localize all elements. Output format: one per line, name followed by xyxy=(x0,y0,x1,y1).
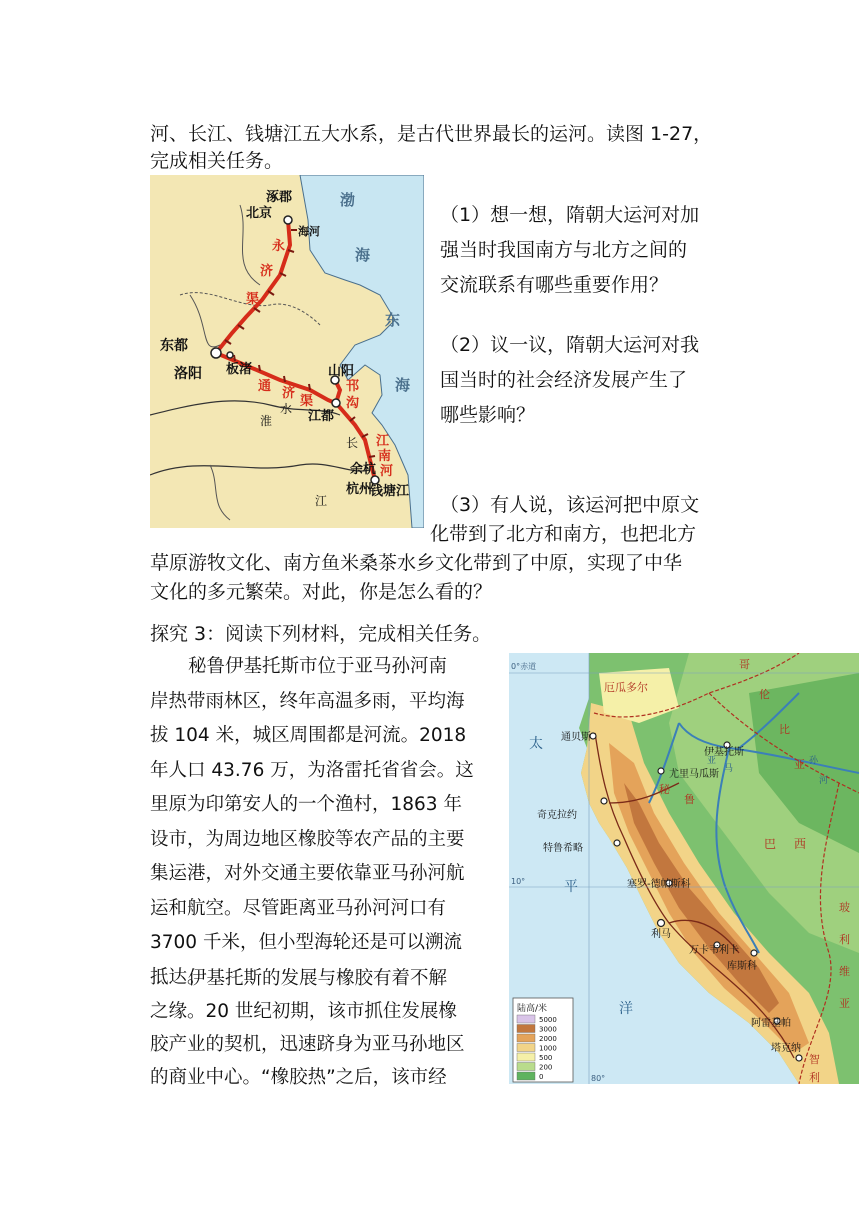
paragraph-line: 3700 千米，但小型海轮还是可以溯流 xyxy=(150,932,462,953)
label-colombia: 伦 xyxy=(759,688,770,701)
label-peru: 鲁 xyxy=(684,793,695,806)
paragraph-line: 集运港，对外交通主要依靠亚马孙河航 xyxy=(150,863,465,884)
paragraph-2 xyxy=(150,962,465,1094)
canal-char: 济 xyxy=(282,386,296,401)
label-sea2: 海 xyxy=(395,376,411,394)
legend-level: 2000 xyxy=(539,1035,557,1043)
label-chile: 智 xyxy=(809,1053,820,1066)
peru-topographic-map xyxy=(509,653,859,1084)
label-river: 亚 xyxy=(707,756,717,766)
label-yuhang: 余杭 xyxy=(350,462,377,477)
label-ocean: 平 xyxy=(564,879,578,895)
canal-char: 济 xyxy=(260,264,274,279)
legend-level: 200 xyxy=(539,1063,553,1072)
question-2 xyxy=(440,328,699,433)
label-lat10: 10° xyxy=(511,877,526,886)
question-2-line: 哪些影响？ xyxy=(440,404,536,426)
label-bolivia: 维 xyxy=(839,965,850,978)
label-jiangdu: 江都 xyxy=(308,409,335,424)
legend-swatch xyxy=(517,1034,535,1042)
question-3-line: 草原游牧文化、南方鱼米桑茶水乡文化带到了中原，实现了中华 xyxy=(150,552,683,574)
question-2-line: 国当时的社会经济发展产生了 xyxy=(440,369,688,391)
legend-swatch xyxy=(517,1063,535,1071)
paragraph-line: 里原为印第安人的一个渔村，1863 年 xyxy=(150,794,462,815)
intro-line-1: 河、长江、钱塘江五大水系，是古代世界最长的运河。读图 1-27， xyxy=(150,123,713,145)
label-bolivia: 亚 xyxy=(839,997,850,1010)
canal-char: 江 xyxy=(376,434,390,449)
question-3-line: （3）有人说，该运河把中原文 xyxy=(440,494,700,516)
paragraph-line: 运和航空。尽管距离亚马孙河河口有 xyxy=(150,897,447,919)
label-colombia: 比 xyxy=(779,723,790,736)
paragraph-line: 之缘。20 世纪初期，该市抓住发展橡 xyxy=(150,1001,457,1022)
explore-heading: 探究 3：阅读下列材料，完成相关任务。 xyxy=(150,623,492,645)
paragraph-line: 胶产业的契机，迅速跻身为亚马孙地区 xyxy=(150,1034,465,1055)
label-lon80: 80° xyxy=(591,1074,606,1083)
label-luoyang: 洛阳 xyxy=(174,366,202,382)
label-banzhu: 板渚 xyxy=(226,362,253,377)
legend-level: 1000 xyxy=(539,1044,557,1053)
paragraph-line: 岸热带雨林区，终年高温多雨，平均海 xyxy=(150,690,465,712)
label-beijing: 北京 xyxy=(246,206,273,221)
legend-level: 5000 xyxy=(539,1016,557,1024)
question-3-line: 化带到了北方和南方，也把北方 xyxy=(430,523,697,545)
question-2-line: （2）议一议，隋朝大运河对我 xyxy=(440,334,700,356)
legend-level: 3000 xyxy=(539,1025,557,1034)
paragraph-line: 设市，为周边地区橡胶等农产品的主要 xyxy=(150,828,465,850)
legend-title: 陆高/米 xyxy=(517,1004,548,1014)
question-1-line: 强当时我国南方与北方之间的 xyxy=(440,239,688,261)
label-river: 马 xyxy=(724,764,734,774)
paragraph-line: 伊基托斯的发展与橡胶有着不解 xyxy=(188,968,448,989)
question-1 xyxy=(440,198,699,303)
label-huai: 淮 xyxy=(260,414,273,428)
label-chiclayo: 奇克拉约 xyxy=(537,810,577,821)
canal-char: 沟 xyxy=(346,396,360,411)
label-ecuador: 厄瓜多尔 xyxy=(604,681,648,694)
question-1-line: （1）想一想，隋朝大运河对加 xyxy=(440,204,700,226)
question-1-line: 交流联系有哪些重要作用？ xyxy=(440,274,669,296)
label-dong: 东 xyxy=(385,311,401,329)
paragraph-line: 拔 104 米，城区周围都是河流。2018 xyxy=(150,725,467,746)
legend-swatch xyxy=(517,1044,535,1052)
label-zhuojun: 涿郡 xyxy=(266,190,293,205)
label-haihe: 海河 xyxy=(298,225,320,238)
label-equator: 0°赤道 xyxy=(511,662,537,671)
label-qiantangjiang: 钱塘江 xyxy=(370,484,410,499)
label-ocean: 洋 xyxy=(619,1001,633,1017)
label-bo: 渤 xyxy=(340,191,356,209)
label-tacna: 塔克纳 xyxy=(771,1043,801,1054)
label-river: 河 xyxy=(819,776,829,786)
label-yurimaguas: 尤里马瓜斯 xyxy=(669,769,719,780)
canal-char: 邗 xyxy=(346,379,360,394)
canal-char: 河 xyxy=(380,464,394,479)
legend-level: 500 xyxy=(539,1054,553,1062)
label-shui: 水 xyxy=(280,402,293,416)
label-bolivia: 玻 xyxy=(839,901,850,914)
legend-swatch xyxy=(517,1025,535,1033)
label-chang: 长 xyxy=(346,436,359,450)
label-shanyang: 山阳 xyxy=(328,364,355,379)
paragraph-line: 抵达。 xyxy=(150,966,206,988)
label-sea1: 海 xyxy=(355,246,371,264)
label-brazil: 西 xyxy=(794,837,807,851)
intro-line-2: 完成相关任务。 xyxy=(150,150,284,172)
label-tingo: 塞罗-德帕斯科 xyxy=(627,879,691,890)
grand-canal-map xyxy=(150,175,424,528)
label-tumbes: 通贝斯 xyxy=(561,732,591,743)
canal-char: 永 xyxy=(272,239,286,254)
label-bolivia: 利 xyxy=(839,933,850,946)
legend-swatch xyxy=(517,1015,535,1023)
legend-level: 0 xyxy=(539,1073,544,1081)
label-chile: 利 xyxy=(809,1071,820,1084)
label-hangzhou: 杭州 xyxy=(346,482,373,497)
label-dongdu: 东都 xyxy=(160,338,188,354)
label-peru: 秘 xyxy=(659,783,670,796)
paragraph-line: 年人口 43.76 万，为洛雷托省省会。这 xyxy=(150,759,474,781)
label-brazil: 巴 xyxy=(764,837,777,851)
label-cusco: 库斯科 xyxy=(727,961,757,972)
label-iquitos: 伊基托斯 xyxy=(704,747,744,758)
label-huancayo: 万卡韦利卡 xyxy=(689,945,739,956)
elevation-legend xyxy=(513,998,573,1082)
paragraph-line: 的商业中心。“橡胶热”之后，该市经 xyxy=(150,1067,447,1088)
label-river: 孙 xyxy=(809,756,819,766)
paragraph-1 xyxy=(150,650,474,995)
label-trujillo: 特鲁希略 xyxy=(543,843,583,854)
label-lima: 利马 xyxy=(651,929,671,940)
label-colombia: 亚 xyxy=(794,758,805,771)
canal-char: 渠 xyxy=(246,292,260,307)
canal-char: 南 xyxy=(378,449,392,464)
label-arequipa: 阿雷基帕 xyxy=(751,1018,791,1029)
label-colombia: 哥 xyxy=(739,658,750,671)
legend-swatch xyxy=(517,1072,535,1080)
label-ocean: 太 xyxy=(529,736,543,752)
legend-swatch xyxy=(517,1053,535,1061)
question-3-line: 文化的多元繁荣。对此，你是怎么看的？ xyxy=(150,581,493,603)
canal-char: 渠 xyxy=(300,394,314,409)
label-jiang: 江 xyxy=(315,494,328,508)
paragraph-line: 秘鲁伊基托斯市位于亚马孙河南 xyxy=(188,656,448,677)
canal-char: 通 xyxy=(258,379,272,394)
